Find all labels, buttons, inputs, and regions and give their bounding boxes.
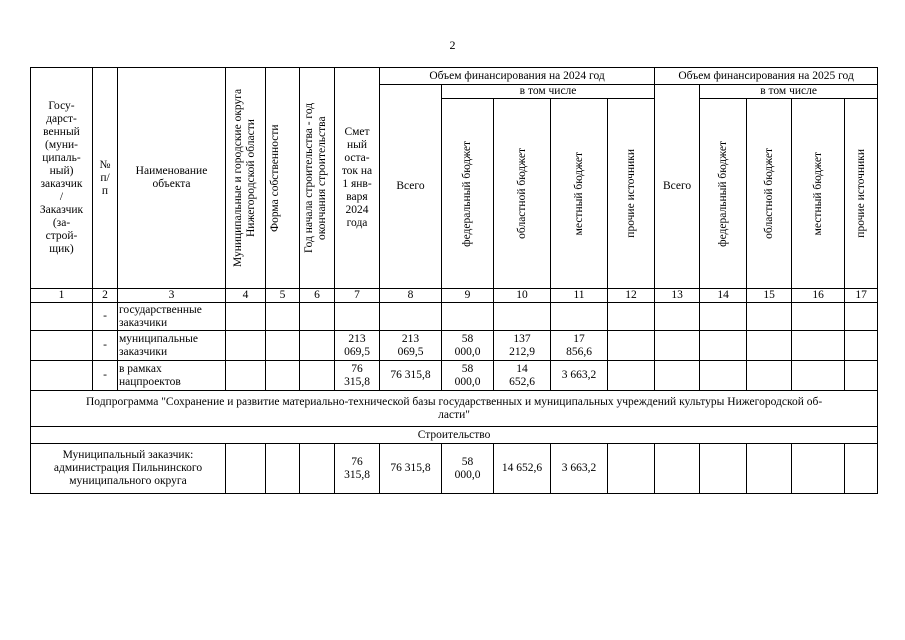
cell-balance: 76 315,8: [335, 444, 380, 494]
financing-table: [30, 67, 878, 494]
cell-customer: [31, 303, 93, 331]
column-number: 16: [792, 289, 845, 303]
cell-local: 17 856,6: [551, 331, 608, 361]
column-number: 6: [300, 289, 335, 303]
cell-num: -: [93, 331, 118, 361]
column-number: 8: [380, 289, 442, 303]
cell-regional: 14 652,6: [494, 444, 551, 494]
cell-federal: 58 000,0: [442, 361, 494, 391]
cell-regional: 137 212,9: [494, 331, 551, 361]
cell-num: -: [93, 303, 118, 331]
header-federal-2025: федеральный бюджет: [700, 99, 747, 289]
cell-num: -: [93, 361, 118, 391]
cell-regional: 14 652,6: [494, 361, 551, 391]
cell-federal: 58 000,0: [442, 331, 494, 361]
cell-federal: 58 000,0: [442, 444, 494, 494]
cell-local: [551, 303, 608, 331]
cell-object-name: в рамках нацпроектов: [118, 361, 226, 391]
header-funding-2024: Объем финансирования на 2024 год: [380, 68, 655, 85]
cell-object-name: государственные заказчики: [118, 303, 226, 331]
cell-total: 76 315,8: [380, 361, 442, 391]
column-number: 13: [655, 289, 700, 303]
table-row: [31, 361, 878, 391]
header-including-2024: в том числе: [442, 85, 655, 99]
section-title: Строительство: [31, 427, 878, 444]
header-num: № п/ п: [93, 68, 118, 289]
column-number: 10: [494, 289, 551, 303]
cell-object-name: муниципальные заказчики: [118, 331, 226, 361]
column-number: 7: [335, 289, 380, 303]
header-municipal-districts: Муниципальные и городские округа Нижегородской области: [226, 68, 266, 289]
header-object-name: Наименование объекта: [118, 68, 226, 289]
table-row: [31, 331, 878, 361]
cell-balance: 76 315,8: [335, 361, 380, 391]
header-total-2024: Всего: [380, 85, 442, 289]
header-total-2025: Всего: [655, 85, 700, 289]
header-customer: Госу- дарст- венный (муни- ципаль- ный) заказчик / Заказчик (за- строй- щик): [31, 68, 93, 289]
header-funding-2025: Объем финансирования на 2025 год: [655, 68, 878, 85]
cell-other: [608, 303, 655, 331]
header-including-2025: в том числе: [700, 85, 878, 99]
customer-row: [31, 444, 878, 494]
column-number: 14: [700, 289, 747, 303]
column-number: 11: [551, 289, 608, 303]
cell-other: [608, 331, 655, 361]
header-other-2024: прочие источники: [608, 99, 655, 289]
header-local-2025: местный бюджет: [792, 99, 845, 289]
cell-regional: [494, 303, 551, 331]
column-number: 4: [226, 289, 266, 303]
header-other-2025: прочие источники: [845, 99, 878, 289]
column-number: 2: [93, 289, 118, 303]
header-regional-2025: областной бюджет: [747, 99, 792, 289]
header-local-2024: местный бюджет: [551, 99, 608, 289]
header-estimated-balance: Смет ный оста- ток на 1 янв- варя 2024 года: [335, 68, 380, 289]
page-number: 2: [449, 38, 456, 52]
cell-balance: 213 069,5: [335, 331, 380, 361]
header-ownership-form: Форма собственности: [266, 68, 300, 289]
column-number: 15: [747, 289, 792, 303]
column-number: 5: [266, 289, 300, 303]
column-number: 17: [845, 289, 878, 303]
subprogram-title: Подпрограмма "Сохранение и развитие материально-технической базы государственных и муниципальных учреждений культуры Нижегородской об- ласти": [31, 391, 878, 427]
column-number: 12: [608, 289, 655, 303]
cell-customer: [31, 331, 93, 361]
cell-customer: [31, 361, 93, 391]
header-regional-2024: областной бюджет: [494, 99, 551, 289]
column-number: 1: [31, 289, 93, 303]
column-numbers-row: [31, 289, 878, 303]
cell-total: [380, 303, 442, 331]
cell-total: 76 315,8: [380, 444, 442, 494]
column-number: 9: [442, 289, 494, 303]
table-row: [31, 303, 878, 331]
column-number: 3: [118, 289, 226, 303]
cell-local: 3 663,2: [551, 361, 608, 391]
customer-name: Муниципальный заказчик: администрация Пильнинского муниципального округа: [31, 444, 226, 494]
cell-other: [608, 361, 655, 391]
cell-federal: [442, 303, 494, 331]
cell-total: 213 069,5: [380, 331, 442, 361]
cell-local: 3 663,2: [551, 444, 608, 494]
header-federal-2024: федеральный бюджет: [442, 99, 494, 289]
header-years: Год начала строительства - год окончания строительства: [300, 68, 335, 289]
cell-balance: [335, 303, 380, 331]
